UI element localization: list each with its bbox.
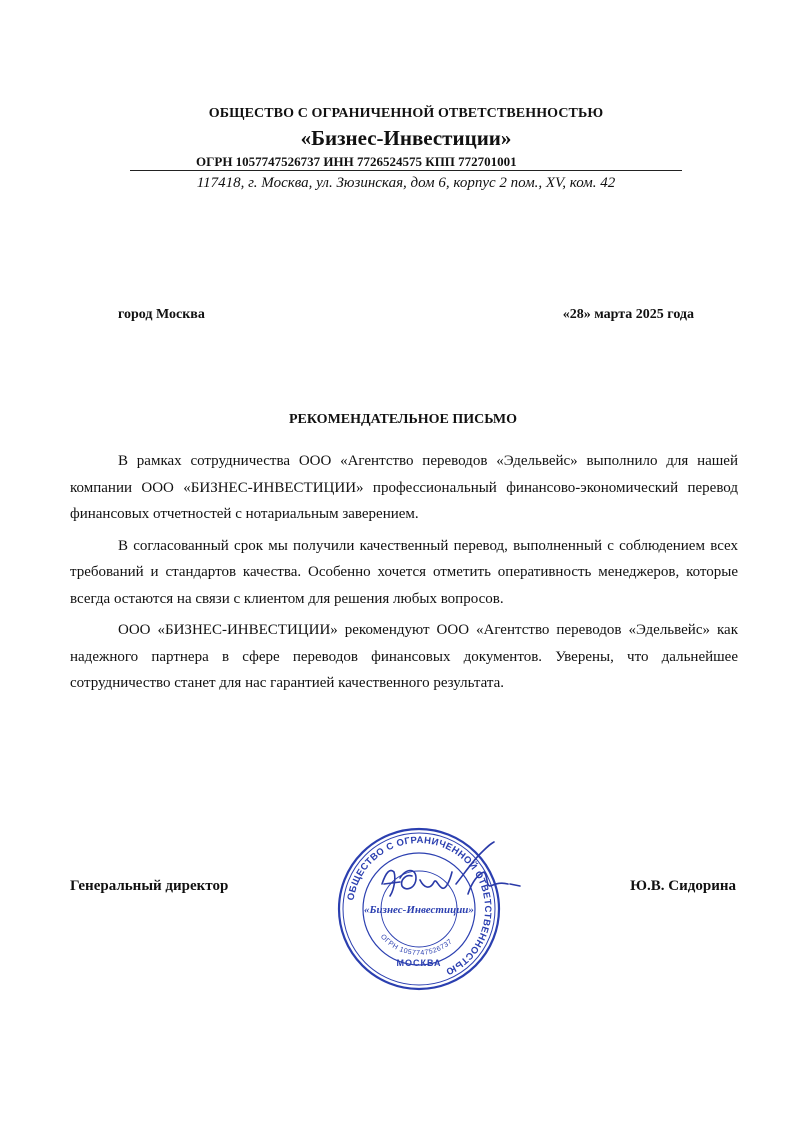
city: город Москва — [118, 307, 205, 322]
seal-ring-text: ОБЩЕСТВО С ОГРАНИЧЕННОЙ ОТВЕТСТВЕННОСТЬЮ — [345, 834, 494, 977]
letter-title: РЕКОМЕНДАТЕЛЬНОЕ ПИСЬМО — [288, 412, 518, 427]
handwritten-signature — [360, 834, 550, 924]
paragraph: ООО «БИЗНЕС-ИНВЕСТИЦИИ» рекомендуют ООО «Агентство переводов «Эдельвейс» как надежного партнера в сфере переводов финансовых документов. Уверены, что дальнейшее сотрудничество станет для нас гарантией качественного результата. — [70, 622, 738, 691]
letter-body — [70, 448, 738, 702]
org-address: 117418, г. Москва, ул. Зюзинская, дом 6, корпус 2 пом., XV, ком. 42 — [196, 175, 616, 191]
org-name: «Бизнес-Инвестиции» — [300, 126, 512, 150]
org-legal-form: ОБЩЕСТВО С ОГРАНИЧЕННОЙ ОТВЕТСТВЕННОСТЬЮ — [208, 106, 604, 121]
paragraph: В согласованный срок мы получили качественный перевод, выполненный с соблюдением всех требований и стандартов качества. Особенно хочется отметить оперативность менеджеров, которые всегда остаются на связи с клиентом для решения любых вопросов. — [70, 537, 738, 607]
date: «28» марта 2025 года — [562, 307, 694, 322]
seal-center-text: «Бизнес-Инвестиции» — [364, 904, 474, 916]
signatory-position: Генеральный директор — [70, 878, 229, 894]
seal-city: МОСКВА — [396, 958, 442, 968]
org-registration-line — [130, 153, 682, 171]
seal-ogrn: ОГРН 1057747526737 — [378, 933, 454, 957]
paragraph: В рамках сотрудничества ООО «Агентство переводов «Эдельвейс» выполнило для нашей компании ООО «БИЗНЕС-ИНВЕСТИЦИИ» профессиональный финансово-экономический перевод финансовых отчетностей с нотариальным заверением. — [70, 453, 738, 522]
signatory-name: Ю.В. Сидорина — [630, 878, 736, 894]
svg-text:ОГРН 1057747526737 — [379, 933, 454, 957]
org-registration: ОГРН 1057747526737 ИНН 7726524575 КПП 772701001 — [196, 154, 517, 169]
